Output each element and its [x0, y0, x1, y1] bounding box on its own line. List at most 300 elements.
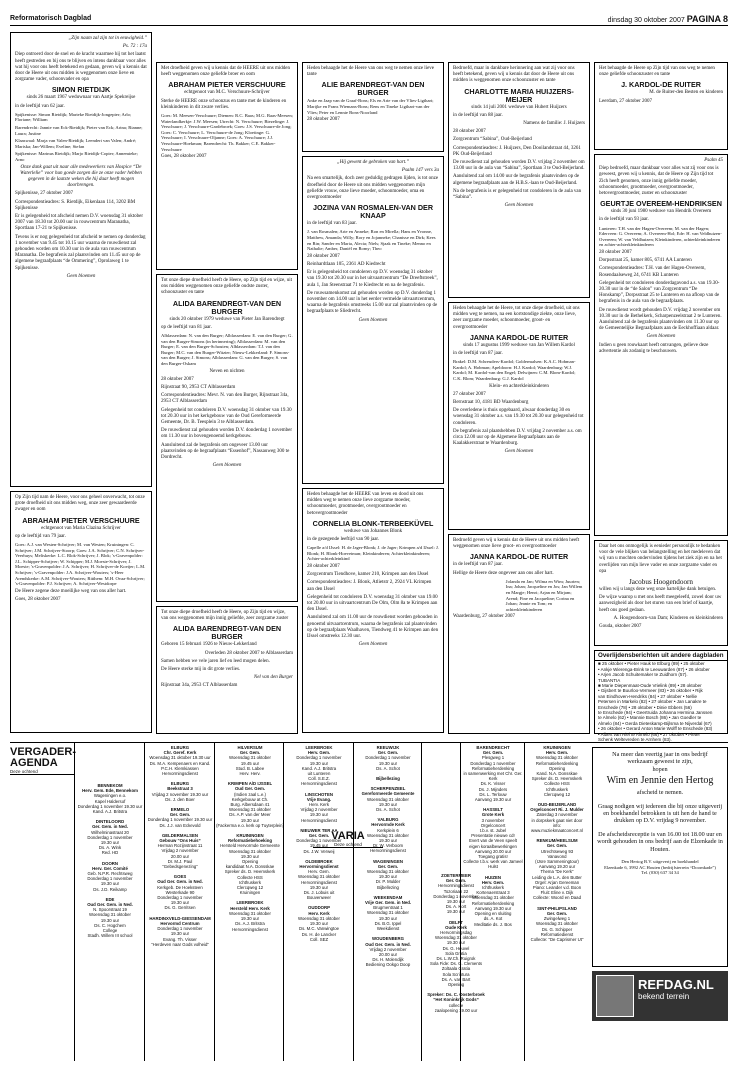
ad-line: werkzaam geweest te zijn,	[627, 758, 693, 766]
agenda-line: Ger. Gem. in Ned.	[92, 824, 128, 830]
agenda-entry	[146, 916, 214, 947]
refdag-banner[interactable]	[592, 971, 728, 1021]
agenda-line: 19.30 uur	[309, 921, 329, 927]
agenda-line: uit Lunteren	[307, 771, 331, 777]
agenda-line: Tozoriaan 22	[443, 888, 469, 894]
column-2	[156, 62, 298, 737]
agenda-line: Spreker: Ds. C. Oosterbroek	[427, 992, 485, 998]
agenda-line: GOES	[173, 874, 187, 880]
ad-text: Graag nodigen wij iedereen die bij onze uitgeverij en boekhandel betrokken is uit hen de hand te drukken op D.V. vrijdag 9 november.	[597, 802, 723, 825]
agenda-line: Ger. Gem.	[377, 863, 399, 869]
agenda-line: WEEKENDAM	[373, 894, 403, 900]
agenda-entry	[146, 745, 214, 776]
agenda-line: VALBURG	[377, 817, 399, 823]
ad-address: Elzenkade 6, 3992 AC Houten (bedrijfsterrein “Doornkade”)	[604, 864, 716, 870]
obituary-blonk	[302, 488, 444, 733]
agenda-line: KRUININGEN	[543, 745, 571, 750]
no-flowers: Geen bloemen	[504, 449, 534, 455]
column-divider	[421, 743, 422, 1061]
funeral-info: De overledene is thuis opgebaard, alwaar donderdag 30 en woensdag 31 oktober a.s. van 19.30 tot 20.30 uur gelegenheid tot condoleren.	[453, 408, 584, 426]
agenda-entry	[355, 786, 421, 812]
agenda-line: 19.30 uur	[378, 838, 398, 844]
agenda-line: Ds. A.P. van der Meer	[229, 812, 271, 818]
family-list: Goes: A.J. van Westen-Schrijver; M. van Westen; Kruiningen: C. Schrijver; J.M. Schrijver-Stoorp; Goes: J.A. Schrijver; C.N. Schrijver-Veerhuys; Meliskerke: L.C. Blok-Schrijver; J. Blok; 's-Gravenpolder: J.L. Schipper-Schrijver; W. Schipper; M.J. Moeste-Schrijver; J. Moeste; 's-Gravenpolder: J.A. Schrijver; H. Schrijver-de Koeijer; L.M. Schrijver; 's-Gravenpolder: J.A. Schrijver-Wouters; 's-Heer Arendskerke: A.M. Schrijver-Wouters; Ritthem: M.H. Ovaa-Schrijver; 's-Gravenpolder: P.J. Schrijver; A. Schrijver-Westdorpe	[15, 542, 146, 587]
date-text: dinsdag 30 oktober 2007	[607, 17, 685, 24]
intro-text: Bedroefd geven wij u kennis dat de Heere uit ons midden heeft weggenomen onze lieve groot- en overgrootmoeder	[453, 538, 580, 550]
agenda-line: Ds. M.C. Vanwingtoe	[298, 926, 340, 932]
agenda-line: OLDEBROEK	[305, 858, 333, 864]
family-list: Namens de familie: J. Huijzers	[523, 121, 585, 127]
agenda-line: Red. HD	[101, 850, 119, 856]
agenda-line: Fluit: Eline v. Dijk	[540, 890, 574, 896]
agenda-line: Hervormingsdienst	[301, 817, 337, 823]
agenda-line: Ds. A.J. Britstra	[235, 921, 265, 927]
funeral-info: Tevens is er nog gelegenheid tot afscheid te nemen op donderdag 1 november van 9.45 tot 10.15 uur waarna de rouwdienst zal gehouden worden om 10.30 uur in de aula van rouwcentrum Maranatha. De begrafenis zal plaatsvinden om 11.45 uur op de algemene begraafplaats “de Ommering”, Oprolaweg 1 te Spijkenisse.	[15, 234, 146, 271]
agenda-line: Aanvang 20.00 uur	[474, 848, 512, 854]
bible-quote: „Hij gewent de gebroken van hart.”	[336, 160, 410, 165]
agenda-line: WOUDENBERG	[372, 936, 404, 942]
agenda-line: 19.45 uur	[309, 843, 329, 849]
intro-text: Heden behaagde het de Heere, tot onze diepe droefheid, uit ons midden weg te nemen, na een kortstondige ziekte, onze lieve, zeer zorgzame moeder, schoonmoeder, groot- en overgrootmoeder	[453, 306, 580, 330]
agenda-line: 19.30 uur	[378, 874, 398, 880]
column-4	[448, 62, 590, 737]
address: Zorgcentrum Tiendhove, kamer 210, Krimpen aan den IJssel	[307, 572, 429, 578]
place-date: Leerdam, 27 oktober 2007	[599, 98, 653, 104]
agenda-line: Ds. J.J. van Eckevold	[159, 822, 201, 828]
agenda-line: LEERBROEK	[305, 745, 333, 750]
agenda-line: Reformatiedienst	[540, 931, 574, 937]
agenda-line: Oud Ger. Gem.	[234, 786, 266, 792]
thanks-hoogendoorn	[594, 540, 728, 646]
agenda-entry	[285, 859, 353, 901]
agenda-line: Opening en sluiting	[474, 911, 512, 917]
agenda-line: HUIZEN	[485, 874, 501, 880]
family-list: Spijkenisse: Marinus Rietdijk; Marjo Rietdijk-Copier; Annemieke; Arno	[15, 151, 138, 162]
place-date: Goes, 28 oktober 2007	[15, 596, 61, 602]
deceased-info: sinds 26 maart 1967 weduwnaar van Aartje Spekreijse	[26, 95, 136, 101]
agenda-line: www.muziekmaatconcert.nl	[530, 828, 584, 834]
agenda-column	[146, 745, 214, 952]
agenda-line: Bediening Ookgo Doop	[365, 962, 411, 968]
address: Zorgcentrum “Sabina”, Oud-Beijerland	[453, 137, 532, 143]
address: Rijnstraat 34a, 2953 CT Alblasserdam	[161, 683, 238, 689]
agenda-line: ELBURG	[170, 781, 190, 787]
agenda-line: Woensdag 31 oktober	[367, 869, 409, 875]
agenda-line: Hervormingsdienst	[299, 864, 339, 870]
agenda-line: 19.30 uur	[378, 760, 398, 766]
family-list: Barendrecht: Jannie van Eck-Rietdijk; Pieter van Eck; Arina; Rianne; Laura; Justine	[15, 125, 143, 136]
agenda-line: Coll. S.E.Z.	[308, 776, 330, 782]
agenda-entry	[462, 875, 524, 927]
no-flowers: Geen bloemen	[358, 317, 388, 323]
deceased-info: sinds 20 oktober 1979 weduwe van Pieter Jan Barendregt	[169, 316, 285, 322]
deceased-info: weduwe van Johannes Blonk	[343, 528, 403, 534]
agenda-line: BENNEKOM	[97, 783, 123, 788]
agenda-line: Kapel Haldersof	[94, 798, 126, 804]
agenda-line: Wilhelminastraat 20	[91, 829, 129, 835]
agenda-line: Donderdag 1 november	[365, 755, 411, 761]
agenda-line: Vrijdag 2 november	[369, 946, 407, 952]
thanks-note: Onze dank gaat uit naar alle medewerkers van Hospice “De Waterlelie” voor hun goede zorgen die ze onze vader hebben gegeven in de laatste weken die hij daar heeft mogen doorbrengen.	[20, 164, 142, 189]
agenda-entry	[285, 905, 353, 941]
agenda-line: Hervormingsdienst	[370, 848, 406, 854]
agenda-line: 19.30 uur	[170, 900, 190, 906]
other-paper-row: • Arjen Jacob Schuitemaker te Zuidhorn (57).	[598, 672, 688, 678]
correspondence-address: Correspondentieadres: J. Blonk, Atlietstr 2, 2924 VL Krimpen aan den IJssel	[307, 580, 432, 592]
family-list: Alblasserdam: N. van den Burger; Alblasserdam: E. van den Burger; G. van den Burger-Simons (in herinnering); Alblasserdam: M. van den Burger; E. van den Burger-Schouten; Alblasserdam: T.J. van den Burger; M.C. van den Burger-Witzier; Nieuw-Lekkerland: F. Simons-van den Burger; J. Simons; Alblasserdam: G. van den Burger; S. van den Burger-Oskam	[161, 333, 293, 366]
agenda-line: 19.30 uur	[446, 909, 466, 915]
column-divider	[524, 743, 525, 1061]
agenda-line: HARDINXVELD-GIESSENDAM	[149, 915, 211, 921]
paper-name: Reformatorisch Dagblad	[10, 15, 92, 22]
agenda-entry	[526, 838, 588, 900]
agenda-line: Clercqweg 12	[236, 885, 264, 891]
agenda-line: Woensdag 31 oktober	[229, 755, 271, 761]
agenda-line: Toegang gratis!	[478, 854, 508, 860]
bible-quote: „Zijn naam zal zijn tot in eeuwigheid.”	[68, 36, 147, 41]
correspondence-address: Correspondentieadres: T.H. van der Hagen-Overeem, Rosendaalseweg 24, 6741 KB Lunteren	[599, 266, 706, 278]
agenda-line: in dorpskerk gaat niet door	[531, 817, 583, 823]
agenda-line: Ds. H. Molendijk	[372, 957, 404, 963]
agenda-line: Kand. N.A. Donsskae	[536, 771, 578, 777]
agenda-entry	[76, 783, 144, 814]
funeral-info: De rouwdienst zal gehouden worden D.V. vrijdag 2 november om 13.00 uur in de aula van “Sabina”, Sportlaan 3 te Oud-Beijerland.	[453, 160, 585, 172]
agenda-line: Ichthuskerk	[239, 879, 261, 885]
agenda-line: Stadh. Willem III school	[87, 933, 133, 939]
place-date: Waardenburg, 27 oktober 2007	[453, 614, 515, 620]
family-list: J. van Rosmalen; Arie en Anneke; Ron en Mirella; Hans en Yvonne, Matthew, Amanda; Willy; Rory en Jojanneke; Chanisse en Dirk; Kees en Rin; Sander en Maria, Alecia; Niels; Sjaak en Tineke; Menno en Nathalie; Amber, Daniël en Romy; Theo	[307, 229, 436, 252]
agenda-line: Evang. Th. Visser	[163, 936, 197, 942]
agenda-line: Woensdag 31 oktober	[367, 832, 409, 838]
agenda-line: Ds. M.A. Kempenaers en Kand. P.C.H. Klemkiassen	[149, 760, 211, 771]
other-paper-row: Almelo (84) • Gerda Dieteskamp-Bijlsma te Nijverdal (67)	[598, 720, 712, 726]
intro-text: Diep bedroefd, maar dankbaar voor alles wat zij voor ons is geweest, geven wij u kennis, dat de Heere op Zijn tijd tot Zich heeft genomen, onze innig geliefde moeder, schoonmoeder, grootmoeder, overgrootmoeder, betovergrootmoeder, zuster en schoonzuster	[599, 166, 719, 197]
agenda-line: BARENDRECHT	[476, 745, 510, 750]
agenda-line: Woensdag 31 oktober	[435, 935, 477, 941]
agenda-line: 19.30 uur	[309, 760, 329, 766]
agenda-line: SCHERPENZEEL	[370, 786, 406, 792]
agenda-line: Gebouw “Ons Huis”	[159, 838, 201, 844]
refdag-title: REFDAG.NL	[638, 977, 714, 992]
agenda-line: zaalopening 19.00 uur	[434, 1007, 478, 1013]
agenda-line: “Herdeven naar Gods volheid”	[151, 941, 209, 947]
agenda-line: Ds. J.D. Reikamp	[93, 886, 127, 892]
age-text: op de leeftijd van 79 jaar.	[15, 533, 66, 539]
agenda-line: Donderdag 1 november	[296, 755, 342, 761]
deceased-name: GEURTJE OVEREEM-HENDRIKSEN	[600, 199, 722, 209]
agenda-line: Herv. Kerk	[309, 802, 329, 808]
age-text: in de leeftijd van 62 jaar.	[15, 103, 65, 109]
agenda-line: Donderdag 1 november 19.30 uur	[147, 817, 213, 823]
address: Dorpsstraat 25, kamer 805, 6741 AA Lunteren	[599, 258, 692, 264]
agenda-entry	[146, 874, 214, 910]
correspondence-address: Correspondentieadres: Mevr. N. van den Burger, Rijnstraat 34a, 2953 CT Alblasserdam	[161, 393, 289, 405]
obituary-van-rosmalen	[302, 156, 444, 484]
place-date: 28 oktober 2007	[307, 117, 340, 123]
column-divider	[214, 743, 215, 1061]
agenda-entry	[76, 861, 144, 892]
agenda-line: Herv. Kerk	[308, 910, 330, 916]
agenda-line: Ds. A. van Bart	[441, 976, 471, 982]
no-flowers: Geen bloemen	[504, 203, 534, 209]
agenda-line: Evert van de Veen speelt	[469, 838, 517, 844]
newspaper-thumbnail-icon	[596, 975, 634, 1017]
agenda-line: Vrijdag 2 november 19.30 uur	[151, 791, 209, 797]
agenda-line: Stud. B. Labee	[235, 765, 265, 771]
agenda-entry	[423, 992, 489, 1013]
agenda-line: Ds. K. Visser	[480, 781, 506, 787]
agenda-line: 19.30 uur	[446, 899, 466, 905]
agenda-line: Woensdag 31 oktober	[536, 755, 578, 761]
agenda-line: Piano: Leander v.d. Boon	[532, 885, 582, 891]
agenda-line: Donderdag 1 november	[87, 834, 133, 840]
agenda-entry	[355, 936, 421, 967]
agenda-line: Ger. Gem.	[308, 833, 330, 839]
body-text: willen wij u langs deze weg onze hartelijke dank betuigen.	[599, 587, 717, 593]
intro-text: Het behaagde de Heere op Zijn tijd van ons weg te nemen onze geliefde schoonzuster en tante	[599, 66, 715, 78]
deceased-info: sinds 17 augustus 1999 weduwe van Jan Willem Kardol	[463, 342, 575, 348]
ad-line: Na meer dan veertig jaar in ons bedrijf	[612, 751, 708, 758]
agenda-line: Woensdag 31 oktober	[298, 874, 340, 880]
notice-text: Indien u geen rouwkaart heeft ontvangen, gelieve deze advertentie als zodanig te beschouwen.	[599, 342, 709, 354]
agenda-line: Leiding de L.A. den Butter	[532, 874, 582, 880]
agenda-line: Ger. Gem.	[169, 812, 191, 818]
funeral-info: De rouwdienst wordt gehouden D.V. vrijdag 2 november om 10.30 uur in de Bethelkerk, Scharpenzeelstraat 2 te Lunteren. Aansluitend zal de begrafenis plaatsvinden om 11.30 uur op de Gemeentelijke Begraafplaats aan de Eeckhoffiaan aldaar.	[599, 307, 722, 332]
agenda-line: Ichthuskerk	[482, 885, 504, 891]
family-list: Spijkenisse: Simon Rietdijk; Marieke Rietdijk-Jongepier; Arlo; Floriane; William	[15, 111, 132, 123]
agenda-line: ds. A. Kot	[483, 916, 503, 922]
agenda-line: Aanvang 19.30 uur	[474, 905, 512, 911]
agenda-line: Thema “De Kerk”	[540, 869, 574, 875]
deceased-info: echtgenoot van M.C. Verschuure-Schrijver	[184, 90, 270, 96]
agenda-line: info:	[552, 822, 562, 828]
column-divider	[460, 743, 461, 1061]
agenda-entry	[285, 745, 353, 787]
agenda-line: Plesgweg 1	[481, 755, 505, 761]
agenda-line: Opening	[447, 982, 465, 988]
age-text: in de leeftijd van 88 jaar.	[453, 112, 503, 118]
signature: A. Hoogendoorn-van Dam; Kinderen en kleinkinderen	[613, 615, 723, 621]
bible-ref: Ps. 72 : 17a	[122, 44, 147, 50]
agenda-line: (Indien zaal L.e.)	[233, 791, 266, 797]
agenda-line: (Fackerma e.o. kerk op Tuyterplein)	[216, 822, 284, 828]
ad-den-hertog	[592, 747, 728, 967]
agenda-line: RENKUM/HEELSUM	[536, 838, 578, 844]
agenda-line: Zwingelweg 1	[543, 916, 571, 922]
agenda-line: Ger. Gem.	[482, 750, 504, 756]
agenda-line: Sola Gratia	[445, 950, 467, 956]
address: Rijnstraat 90, 2953 CT Alblasserdam	[161, 384, 236, 390]
agenda-line: Aanvang 19.20 uur	[538, 864, 576, 870]
place-date: 28 oktober 2007	[453, 129, 486, 135]
agenda-line: Burg. Albersdaan 41	[230, 802, 270, 808]
address: Bernstraat 10, 4181 BD Waardenburg	[453, 400, 529, 405]
agenda-line: 19.30 uur	[240, 853, 260, 859]
agenda-line: Woensdag 31 oktober	[229, 910, 271, 916]
other-paper-row: • Gijsbert te Buurloo-Vermeer (83) • 26 oktober • Rijk	[598, 688, 703, 694]
ad-text: De afscheidsreceptie is van 16.00 tot 18.00 uur en wordt gehouden in ons bedrijf aan de Elzenkade in Houten.	[597, 830, 723, 853]
agenda-line: Ds. J. den Boer	[165, 796, 195, 802]
deceased-name: ALIE BARENDREGT-VAN DEN BURGER	[321, 80, 425, 98]
agenda-line: 3 november	[481, 817, 505, 823]
agenda-line: KRIMPEN A/D IJSSEL	[227, 781, 273, 787]
agenda-line: Vanavond	[547, 853, 567, 859]
family-list: Goes: M. Meesen-Verschuure; Diemen: R.C. Baas; M.G. Baas-Meesen; Waterlandkerkje: J.W. Meesen; Utrecht: N. Verschuure; Biezelinge: J. Verschuure; J. Verschuure-Gardebroek; Goes: J.S. Verschuure-de Jong; Goes: C. Verschuure; L. Verschuure-de Jong; Kloetinge: G. Verschuure; I. Verschuure-Oljanne; Goes: A. Verschuure; J.J. Verschuure-Hoekman; Barendrecht: Th. Bakker; C.E. Bakker-Verschuure	[161, 113, 293, 152]
other-paper-row: Petersen in Markelo (82) • 27 oktober • Jan Lanakre te	[598, 699, 707, 705]
agenda-line: Ds. L.W.Ch. Ruigrok	[436, 956, 476, 962]
agenda-line: 19.30 uur	[309, 812, 329, 818]
agenda-entry	[355, 859, 421, 890]
agenda-entry	[526, 906, 588, 942]
agenda-line: Sola Scriptura	[442, 971, 470, 977]
column-divider	[74, 743, 75, 1061]
page-number: 8	[722, 14, 728, 24]
other-paper-row: TUBANTIA	[598, 677, 621, 683]
intro-text: Tot onze diepe droefheid heeft de Heere, op Zijn tijd en wijze, van ons weggenomen mijn innig geliefde, zeer zorgzame zuster	[161, 610, 289, 622]
agenda-column	[462, 745, 524, 932]
agenda-line: Ger. Gem.	[377, 750, 399, 756]
agenda-line: Woensdag 31 oktober 19.30 uur	[149, 755, 211, 761]
age-text: in de gezegende leeftijd van 90 jaar.	[307, 537, 380, 543]
agenda-line: Hervormingsdienst	[232, 926, 268, 932]
obituary-barendregt-2	[156, 606, 298, 734]
agenda-line: Collecte: Woord en Daad	[533, 895, 581, 901]
family-list: Capelle a/d IJssel: H. de Jager-Blonk; J. de Jager; Krimpen a/d IJssel: J. Blonk; H. Blonk-Hoeveiman; Kleinkinderen; Achterkleinkinderen; Achter-achterkleinkind	[307, 545, 439, 562]
birth-info: Geboren 15 februari 1926 te Nieuw-Lekkerland	[161, 642, 257, 648]
agenda-line: Hervormingsdienst	[301, 879, 337, 885]
body-text: Hellige de Heere deze ongeveer aan ons aller hart.	[453, 570, 554, 576]
obituary-kardol-3	[594, 62, 728, 150]
no-flowers: Geen bloemen	[358, 642, 388, 648]
agenda-line: Oude Kerk	[445, 924, 467, 930]
agenda-line: Woensdag 31 oktober	[536, 921, 578, 927]
agenda-line: Ichthuskerk	[546, 786, 568, 792]
agenda-line: Reformatieherdenking	[471, 900, 515, 906]
place-date: 28 oktober 2007	[161, 376, 194, 382]
agenda-line: kandidaat N.A. Donsskae	[225, 864, 275, 870]
agenda-line: Vrije Ger. Gem. in Ned.	[364, 900, 412, 906]
agenda-line: Oud Ger. Gem. in Ned.	[365, 941, 411, 947]
agenda-line: Vrijdag 2 november	[300, 807, 338, 813]
agenda-line: Ds. A. Schot	[376, 765, 400, 771]
age-text: in de leeftijd van 83 jaar.	[307, 221, 357, 227]
relatives: Neven en nichten	[209, 368, 245, 374]
agenda-line: OUD-BEIJERLAND	[537, 802, 577, 808]
place-date: 28 oktober 2007	[307, 253, 340, 259]
agenda-line: Donderdag 1 november	[296, 838, 342, 844]
ad-line: Wim en Jennie den Hertog	[606, 775, 714, 787]
obituary-verschuure-2	[156, 62, 298, 270]
agenda-line: Herv. Gem. Ede, Bennekom	[82, 788, 138, 794]
agenda-line: Woensdag 31 oktober	[472, 895, 514, 901]
agenda-entry	[526, 745, 588, 797]
family-list: Klaaswaal: Marja van Valen-Rietdijk; Leendert van Valen; André; Mariska; Jan-Willem; Eveline; Stefan	[15, 138, 137, 149]
agenda-line: Chr. Geref. Kerk	[163, 750, 197, 756]
funeral-info: Aansluitend zal om 11.00 uur de rouwdienst worden gehouden in genoemd uitvaartcentrum, waarna de begrafenis zal plaatsvinden op de begraafplaats Waalhaven, Tiendweg 41 te Krimpen aan den IJssel omstreeks 12.30 uur.	[307, 615, 439, 640]
agenda-line: Donderdag 1 november	[87, 876, 133, 882]
age-text: in de leeftijd van 87 jaar.	[453, 351, 503, 357]
agenda-entry	[355, 895, 421, 931]
obituary-kardol-2	[448, 534, 590, 734]
agenda-line: Hervormingsdienst	[438, 883, 474, 889]
agenda-line: 20.00 uur	[170, 853, 190, 859]
agenda-line: Woensdag 31 oktober	[89, 912, 131, 918]
agenda-line: Brugmentraat 1	[373, 905, 403, 911]
funeral-info: Gelegenheid tot condoleren D.V. woensdag 31 oktober van 19.30 tot 20.30 uur in het kerkgebouw van de Oud Gereformeerde Gemeente, Dr. B. Teesplein 3 te Alblasserdam.	[161, 407, 292, 425]
agenda-line: Oud Ger. Gem. in Ned.	[87, 902, 133, 908]
obituary-overeem	[594, 154, 728, 536]
funeral-info: Na de begrafenis is er gelegenheid tot condoleren in de aula van “Sabina”.	[453, 188, 582, 201]
agenda-line: Ds. J. Lobuis uit	[303, 890, 335, 896]
agenda-line: Ds. J.W. Verweij	[303, 848, 335, 854]
agenda-line: Reformatieherdenking	[471, 765, 515, 771]
body-text: De wijze waarop u met ons heeft meegeleefd, zowel door uw aanwezigheid als door het sturen van een brief of kaartje, heeft ons goed gedaan.	[599, 595, 722, 613]
agenda-line: “Gebedsgenezing”	[162, 864, 198, 870]
agenda-line: Zoltaala Gratia	[441, 966, 471, 972]
agenda-line: Ds. G. Heuvel	[442, 945, 470, 951]
agenda-line: Beekstraat 3	[167, 786, 193, 792]
agenda-line: Woensdag 31 oktober	[367, 796, 409, 802]
agenda-line: Collecte t.b.v. werk van Jameel Hulst	[463, 859, 523, 870]
agenda-line: Westerkade 90	[165, 889, 195, 895]
agenda-entry	[146, 807, 214, 828]
agenda-line: KRUININGEN	[236, 833, 264, 839]
agenda-line: Orgelconcert	[480, 822, 506, 828]
agenda-line: Kortenaerstraat 3	[476, 890, 510, 896]
agenda-line: NIEUWER TER AA	[300, 827, 338, 833]
other-paper-row: Schenk Weltevreden te Arnhem (83).	[598, 737, 672, 743]
agenda-entry	[146, 781, 214, 802]
agenda-line: Spreker ds. D. Heemskerk	[531, 776, 583, 782]
agenda-line: Ds. A. Kort	[445, 904, 467, 910]
agenda-line: Bijbellezing	[377, 884, 399, 890]
funeral-info: Aansluitend zal om 14.00 uur de begrafenis plaatsvinden op de algemene begraafplaats aan de H.B.S.-laan te Oud-Beijerland.	[453, 174, 580, 186]
agenda-line: ERMELO	[170, 807, 190, 813]
ad-sign: Den Hertog B.V. uitgeverij en boekhandel	[621, 859, 699, 865]
agenda-line: Utrechtseweg 93	[540, 848, 574, 854]
place-date: Gouda, oktober 2007	[599, 624, 642, 630]
agenda-line: Coll. SEZ	[309, 936, 329, 942]
agenda-line: (IJsre Sammeningtour)	[535, 859, 579, 865]
deceased-name: Jacobus Hoogendoorn	[628, 578, 694, 587]
funeral-info: Gelegenheid tot condoleren D.V. woensdag 31 oktober van 19.00 tot 20.00 uur in uitvaartcentrum De Olm, Olm 8a te Krimpen aan den IJssel.	[307, 594, 438, 613]
agenda-line: 19.30 uur	[100, 917, 120, 923]
agenda-line: “Het Koninkrijk Gods”	[433, 997, 479, 1003]
agenda-line: Herv. Gem.	[481, 879, 505, 885]
agenda-line: Hervormingsdienst	[162, 771, 198, 777]
agenda-line: Oud Ger. Gem. in Ned.	[157, 879, 203, 885]
agenda-line: ELBURG	[170, 745, 190, 750]
deceased-name: JOZINA VAN ROSMALEN-VAN DER KNAAP	[312, 203, 434, 221]
section-title: Overlijdensberichten uit andere dagbladen	[595, 651, 727, 661]
deceased-name: ABRAHAM PIETER VERSCHUURE	[22, 515, 140, 525]
agenda-line: eigen koraalbewerkingen	[469, 843, 517, 849]
agenda-line: Kand. A.J. Britstra	[92, 809, 128, 815]
agenda-line: t.b.v. st. Jubel	[479, 828, 507, 834]
agenda-line: Ds. C. Hogchem	[94, 922, 126, 928]
agenda-line: Sola Fide: Ds. G. Clements	[429, 961, 483, 967]
agenda-line: 19.30 uur	[100, 881, 120, 887]
agenda-line: Hervormingsdag	[440, 930, 472, 936]
agenda-line: Aanvang 19.30 uur	[474, 797, 512, 803]
signature: Nel van den Burger	[253, 675, 293, 681]
agenda-line: Donderdag 1 november	[157, 926, 203, 932]
obituary-huijzers	[448, 62, 590, 298]
closing-text: De Heere zegene deze moeilijke weg van ons aller hart.	[15, 588, 127, 594]
funeral-info: De rouwsamenkomst zal gehouden worden op D.V. donderdag 1 november om 14.00 uur in het eerder vermelde uitvaartcentrum, waarna de begrafenis omstreeks 15.00 uur zal plaatsvinden op de begraafplaats te Sliedrecht.	[307, 290, 438, 315]
agenda-line: Herv. Gem.	[545, 750, 569, 756]
agenda-entry	[526, 802, 588, 833]
